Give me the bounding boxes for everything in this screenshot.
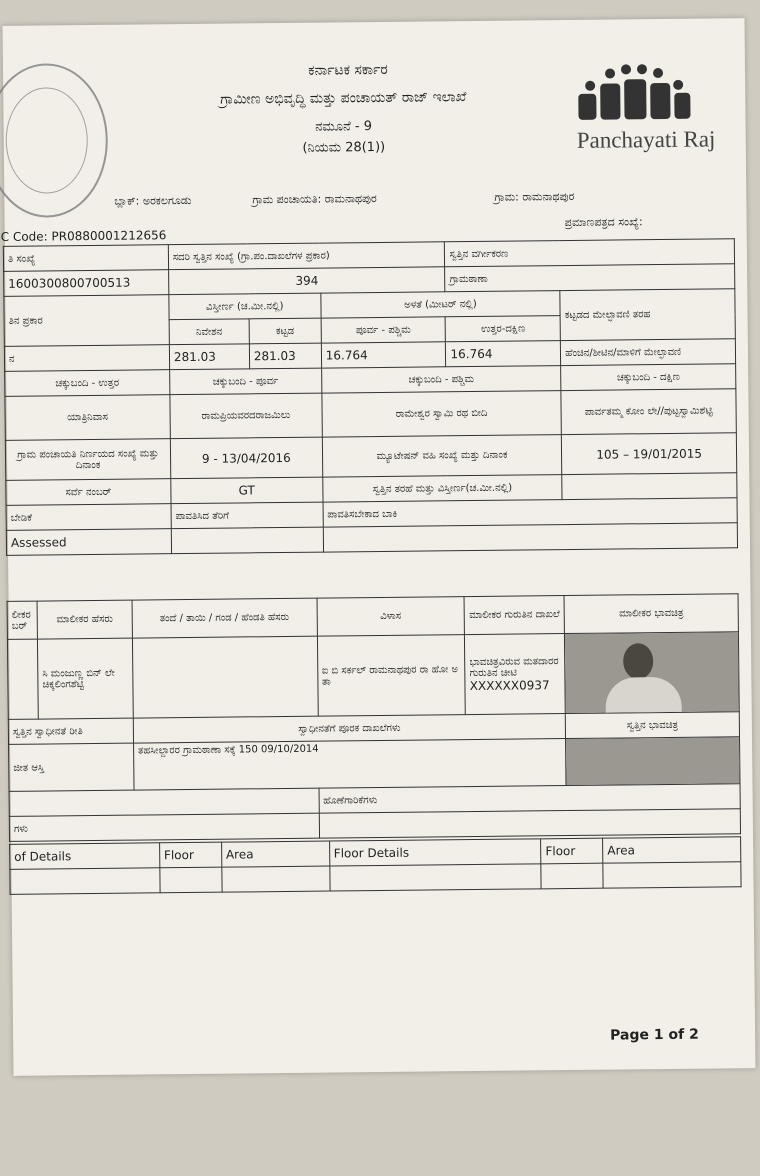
govt-heading: ಕರ್ನಾಟಕ ಸರ್ಕಾರ bbox=[308, 61, 388, 79]
boundary-east: ರಾಮಪ್ರಿಯವರದರಾಜಮಿಲು bbox=[170, 393, 322, 439]
owner-id-number: XXXXXX0937 bbox=[469, 677, 550, 693]
east-west-length: 16.764 bbox=[321, 342, 446, 368]
owner-serial-header: ಲೀಕರ ಬರ್ bbox=[7, 601, 37, 639]
rule-number: (ನಿಯಮ 28(1)) bbox=[302, 139, 386, 156]
area-header: ವಿಸ್ತೀರ್ಣ (ಚ.ಮೀ.ನಲ್ಲಿ) bbox=[169, 293, 321, 320]
owner-details-table bbox=[7, 593, 741, 842]
property-gp-number-header: ಸದರಿ ಸ್ವತ್ತಿನ ಸಂಖ್ಯೆ (ಗ್ರಾ.ಪಂ.ದಾಖಲೆಗಳ ಪ್ರಕಾರ) bbox=[168, 242, 445, 270]
owner-name: ಸಿ ಮಂಜುಣ್ಣ ಬಿನ್ ಲೇ ಚಿಕ್ಕಲಿಂಗಶೆಟ್ಟಿ bbox=[37, 638, 133, 719]
owner-photo-header: ಮಾಲೀಕರ ಭಾವಚಿತ್ರ bbox=[564, 594, 738, 634]
floor-details-left-header: of Details bbox=[10, 843, 160, 870]
property-number-header: ತಿ ಸಂಖ್ಯೆ bbox=[3, 245, 168, 272]
area-header-2: Area bbox=[603, 837, 741, 863]
gp-resolution-header: ಗ್ರಾಮ ಪಂಚಾಯತಿ ನಿರ್ಣಯದ ಸಂಖ್ಯೆ ಮತ್ತು ದಿನಾಂಕ bbox=[5, 439, 170, 481]
tax-demand-header: ಬೇಡಿಕೆ bbox=[6, 504, 171, 531]
gp-resolution-value: 9 - 13/04/2016 bbox=[170, 437, 322, 479]
north-south-length: 16.764 bbox=[446, 341, 561, 367]
owner-name-header: ಮಾಲೀಕರ ಹೆಸರು bbox=[37, 600, 132, 639]
karnataka-emblem-seal bbox=[0, 63, 109, 218]
property-gp-number: 394 bbox=[168, 267, 445, 295]
north-south-header: ಉತ್ತರ-ದಕ್ಷಿಣ bbox=[446, 316, 561, 342]
property-type: ನ bbox=[4, 345, 169, 372]
village-label: ಗ್ರಾಮ: ರಾಮನಾಥಪುರ bbox=[494, 189, 575, 204]
floor-header-1: Floor bbox=[159, 842, 221, 868]
building-area: 281.03 bbox=[249, 343, 321, 369]
block-label: ಬ್ಲಾಕ್: ಅರಕಲಗೂಡು bbox=[114, 193, 192, 208]
site-area: 281.03 bbox=[169, 344, 249, 370]
acquisition-mode-header: ಸ್ವತ್ತಿನ ಸ್ವಾಧೀನತೆ ರೀತಿ bbox=[8, 718, 133, 744]
mutation-header: ಮ್ಯೂಟೇಷನ್ ವಹಿ ಸಂಖ್ಯೆ ಮತ್ತು ದಿನಾಂಕ bbox=[322, 435, 562, 478]
roof-type: ಹೆಂಚಿನ/ಶೀಟಿನ/ಮಾಳಿಗೆ ಮೇಲ್ಛಾವಣಿ bbox=[561, 339, 736, 366]
floor-details-table bbox=[9, 836, 741, 895]
boundary-west: ರಾಮೇಶ್ವರ ಸ್ವಾಮಿ ರಥ ಬೀದಿ bbox=[322, 391, 562, 438]
tax-paid-header: ಪಾವತಿಸಿದ ತೆರಿಗೆ bbox=[171, 502, 323, 529]
liabilities-header: ಹೊಣೆಗಾರಿಕೆಗಳು bbox=[319, 784, 741, 813]
property-type-area-header: ಸ್ವತ್ತಿನ ತರಹೆ ಮತ್ತು ವಿಸ್ತೀರ್ಣ(ಚ.ಮೀ.ನಲ್ಲಿ) bbox=[322, 475, 562, 503]
misc-label: ಗಳು bbox=[9, 813, 319, 841]
building-area-header: ಕಟ್ಟಡ bbox=[249, 318, 321, 344]
gram-panchayat-label: ಗ್ರಾಮ ಪಂಚಾಯತಿ: ರಾಮನಾಥಪುರ bbox=[252, 192, 377, 207]
property-type-header: ತಿನ ಪ್ರಕಾರ bbox=[4, 295, 169, 347]
property-photo-header: ಸ್ವತ್ತಿನ ಭಾವಚಿತ್ರ bbox=[566, 712, 740, 739]
owner-photo bbox=[565, 632, 740, 714]
certificate-number-label: ಪ್ರಮಾಣಪತ್ರದ ಸಂಖ್ಯೆ: bbox=[564, 215, 643, 230]
floor-details-header: Floor Details bbox=[329, 839, 541, 866]
page-number: Page 1 of 2 bbox=[610, 1026, 699, 1044]
site-area-header: ನಿವೇಶನ bbox=[169, 319, 249, 345]
property-classification-header: ಸ್ವತ್ತಿನ ವರ್ಗೀಕರಣ bbox=[445, 239, 735, 267]
property-id: 1600300800700513 bbox=[4, 270, 169, 297]
father-name-header: ತಂದೆ / ತಾಯಿ / ಗಂಡ / ಹೆಂಡತಿ ಹೆಸರು bbox=[132, 598, 317, 638]
address-header: ವಿಳಾಸ bbox=[317, 597, 465, 637]
survey-number: GT bbox=[171, 477, 323, 504]
panchayati-raj-title: Panchayati Raj bbox=[576, 126, 716, 153]
acquisition-docs-header: ಸ್ವಾಧೀನತೆಗೆ ಪೂರಕ ದಾಖಲೆಗಳು bbox=[133, 714, 566, 744]
owner-address: ಐ ಬಿ ಸರ್ಕಲ್ ರಾಮನಾಥಪುರ ರಾ ಹೋ ಅ ತಾ bbox=[317, 635, 466, 717]
mutation-value: 105 – 19/01/2015 bbox=[562, 433, 737, 475]
roof-type-header: ಕಟ್ಟಡದ ಮೇಲ್ಛಾವಣಿ ತರಹ bbox=[560, 289, 735, 341]
owner-id-type: ಭಾವಚಿತ್ರವಿರುವ ಮತದಾರರ ಗುರುತಿನ ಚೀಟಿ bbox=[469, 655, 559, 679]
area-header-1: Area bbox=[221, 841, 329, 867]
dept-heading: ಗ್ರಾಮೀಣ ಅಭಿವೃದ್ಧಿ ಮತ್ತು ಪಂಚಾಯತ್ ರಾಜ್ ಇಲಾಖೆ bbox=[220, 89, 467, 108]
east-west-header: ಪೂರ್ವ - ಪಶ್ಚಿಮ bbox=[321, 317, 446, 343]
boundary-south-header: ಚಕ್ಕುಬಂದಿ - ದಕ್ಷಿಣ bbox=[561, 364, 736, 391]
floor-header-2: Floor bbox=[541, 838, 603, 864]
boundary-north-header: ಚಕ್ಕುಬಂದಿ - ಉತ್ತರ bbox=[5, 370, 170, 397]
boundary-north: ಯಾತ್ರಿನಿವಾಸ bbox=[5, 395, 170, 441]
property-classification: ಗ್ರಾಮಠಾಣಾ bbox=[445, 264, 735, 292]
panchayati-raj-logo-icon bbox=[568, 61, 694, 122]
property-details-table bbox=[3, 238, 738, 556]
code-number: C Code: PR0880001212656 bbox=[0, 228, 167, 244]
property-photo bbox=[566, 737, 740, 786]
owner-id-header: ಮಾಲೀಕರ ಗುರುತಿನ ದಾಖಲೆ bbox=[464, 596, 564, 635]
survey-number-header: ಸರ್ವೆ ನಂಬರ್ bbox=[6, 479, 171, 506]
form-number: ನಮೂನೆ - 9 bbox=[315, 119, 373, 135]
owner-id-doc bbox=[465, 634, 566, 715]
document-sheet bbox=[0, 18, 756, 1076]
boundary-west-header: ಚಕ್ಕುಬಂದಿ - ಪಶ್ಚಿಮ bbox=[321, 366, 561, 394]
acquisition-mode: ಜೀತ ಆಸ್ತಿ bbox=[9, 743, 134, 791]
boundary-east-header: ಚಕ್ಕುಬಂದಿ - ಪೂರ್ವ bbox=[170, 368, 322, 395]
boundary-south: ಪಾರ್ವತಮ್ಮ ಕೋಂ ಲೇ//ಪುಟ್ಟಸ್ವಾಮಿಶೆಟ್ಟಿ bbox=[561, 389, 736, 435]
acquisition-docs: ತಹಸೀಲ್ದಾರರ ಗ್ರಾಮಠಾಣಾ ಸಕ್ಕೆ 150 09/10/2014 bbox=[133, 739, 566, 791]
measurement-header: ಅಳತೆ (ಮೀಟರ್ ನಲ್ಲಿ) bbox=[321, 291, 561, 319]
assessed-label: Assessed bbox=[6, 529, 171, 556]
tax-due-header: ಪಾವತಿಸಬೇಕಾದ ಬಾಕಿ bbox=[323, 498, 738, 527]
